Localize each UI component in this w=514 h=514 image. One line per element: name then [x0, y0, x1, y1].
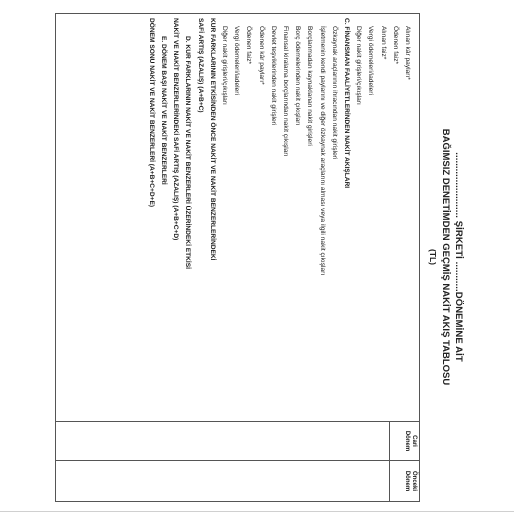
- table-row: Ödenen kâr payları*: [257, 26, 265, 85]
- table-row: Alınan kâr payları*: [404, 26, 411, 80]
- table-row: Ödenen faiz*: [245, 26, 253, 65]
- column-divider: [56, 460, 419, 461]
- table-row: C. FİNANSMAN FAALİYETLERİNDEN NAKİT AKIŞLARI: [343, 18, 350, 189]
- current-period-header: Cari Dönem: [404, 430, 417, 452]
- table-row: İşletmenin kendi paylarını ve diğer özkaynak araçlarını alması veya ilgili nakit çıkışları: [318, 26, 326, 276]
- rotated-document-page: [42, 0, 472, 514]
- previous-period-header: Önceki Dönem: [404, 470, 417, 492]
- table-row: D. KUR FARKLARININ NAKİT VE NAKİT BENZERLERİ ÜZERİNDEKİ ETKİSİ: [184, 36, 192, 269]
- table-row: Ödenen faiz*: [391, 26, 399, 65]
- table-row: Diğer nakit girişleri/çıkışları: [221, 26, 228, 105]
- table-row: SAFİ ARTIŞ (AZALIŞ) (A+B+C): [196, 18, 204, 113]
- table-row: NAKİT VE NAKİT BENZERLERİNDEKİ SAFİ ARTIŞ (AZALIŞ) (A+B+C+D): [172, 18, 180, 241]
- table-row: Finansal kiralama borçlarından nakit çıkışları: [282, 26, 289, 157]
- company-period-heading: ........................ ŞİRKETİ ...........DÖNEMİNE AİT: [453, 152, 464, 362]
- table-row: E. DÖNEM BAŞI NAKİT VE NAKİT BENZERLERİ: [160, 36, 167, 185]
- table-row: KUR FARKLARININ ETKİSİNDEN ÖNCE NAKİT VE NAKİT BENZERLERİNDEKİ: [208, 18, 216, 261]
- header-divider: [389, 421, 390, 501]
- table-row: Vergi ödemeleri/iadeleri: [233, 26, 241, 95]
- currency-unit: (TL): [428, 248, 438, 266]
- table-row: Borç ödemelerinden nakit çıkışları: [294, 26, 302, 126]
- table-row: Devlet teşviklerinden nakit girişleri: [269, 26, 277, 126]
- table-row: Vergi ödemeleri/iadeleri: [367, 26, 375, 95]
- table-row: Borçlanmadan kaynaklanan nakit girişleri: [306, 26, 314, 146]
- cash-flow-table: [55, 13, 420, 502]
- table-row: Diğer nakit girişleri/çıkışları: [355, 26, 363, 105]
- table-row: Özkaynak araçlarının ihracından nakit girişleri: [330, 26, 338, 160]
- statement-title: BAĞIMSIZ DENETİMDEN GEÇMİŞ NAKİT AKIŞ TABLOSU: [440, 128, 451, 386]
- page-bottom-border: [0, 511, 514, 512]
- table-row: Alınan faiz*: [379, 26, 387, 60]
- table-row: DÖNEM SONU NAKİT VE NAKİT BENZERLERİ (A+B+C+D+E): [147, 18, 155, 208]
